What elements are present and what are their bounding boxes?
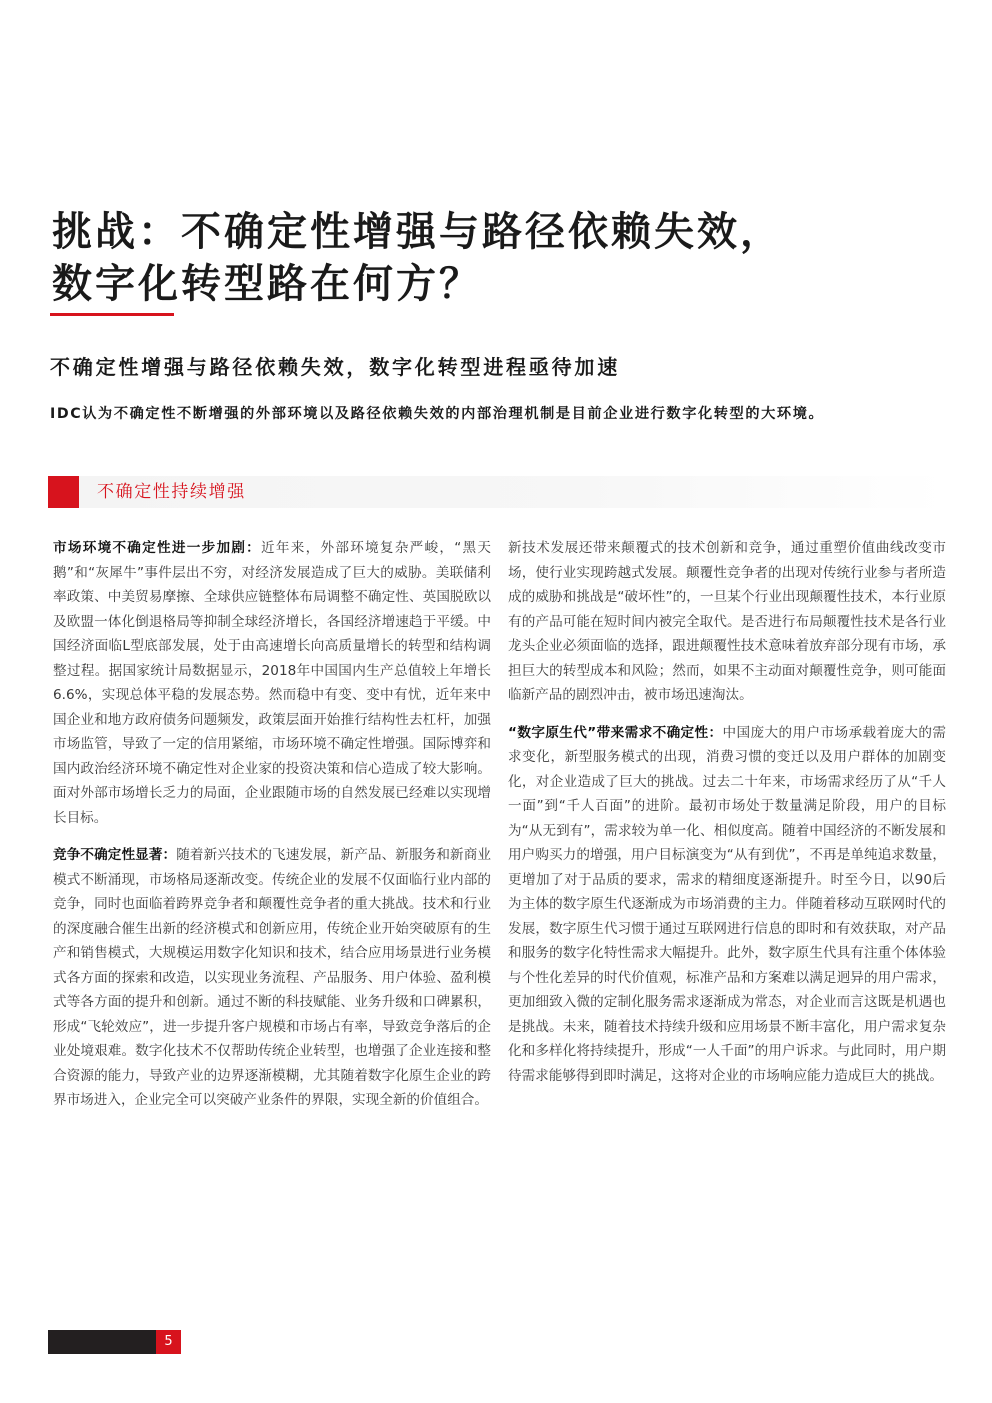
paragraph-competition-uncertainty [53,843,491,1113]
paragraph-body: 新技术发展还带来颠覆式的技术创新和竞争，通过重塑价值曲线改变市场，使行业实现跨越式发展。颠覆性竞争者的出现对传统行业参与者所造成的威胁和挑战是“破坏性”的，一旦某个行业出现颠覆性技术，本行业原有的产品可能在短时间内被完全取代。是否进行布局颠覆性技术是各行业龙头企业必须面临的选择，跟进颠覆性技术意味着放弃部分现有市场，承担巨大的转型成本和风险；然而，如果不主动面对颠覆性竞争，则可能面临新产品的剧烈冲击，被市场迅速淘汰。 [508,540,946,703]
page-number: 5 [156,1330,181,1354]
paragraph-disruptive-tech [508,536,946,708]
footer-bar [48,1330,156,1354]
paragraph-lead: 市场环境不确定性进一步加剧： [53,540,262,556]
intro-statement: IDC认为不确定性不断增强的外部环境以及路径依赖失效的内部治理机制是目前企业进行数字化转型的大环境。 [50,406,825,422]
paragraph-lead: 竞争不确定性显著： [53,847,177,863]
paragraph-body: 近年来，外部环境复杂严峻，“黑天鹅”和“灰犀牛”事件层出不穷，对经济发展造成了巨大的威胁。美联储利率政策、中美贸易摩擦、全球供应链整体布局调整不确定性、英国脱欧以及欧盟一体化倒退格局等抑制全球经济增长，各国经济增速趋于平缓。中国经济面临L型底部发展，处于由高速增长向高质量增长的转型和结构调整过程。据国家统计局数据显示，2018年中国国内生产总值较上年增长6.6%，实现总体平稳的发展态势。然而稳中有变、变中有忧，近年来中国企业和地方政府债务问题频发，政策层面开始推行结构性去杠杆，加强市场监管，导致了一定的信用紧缩，市场环境不确定性增强。国际博弈和国内政治经济环境不确定性对企业家的投资决策和信心造成了较大影响。面对外部市场增长乏力的局面，企业跟随市场的自然发展已经难以实现增长目标。 [53,540,491,826]
page-title-line-2: 数字化转型路在何方？ [52,261,482,307]
title-underline [50,313,174,316]
section-marker-square [48,476,79,508]
paragraph-lead: “数字原生代”带来需求不确定性： [508,724,723,741]
section-heading: 不确定性持续增强 [97,482,246,502]
left-column [53,536,491,1126]
paragraph-body: 中国庞大的用户市场承载着庞大的需求变化，新型服务模式的出现，消费习惯的变迁以及用户群体的加剧变化，对企业造成了巨大的挑战。过去二十年来，市场需求经历了从“千人一面”到“千人百面”的进阶。最初市场处于数量满足阶段，用户的目标为“从无到有”，需求较为单一化、相似度高。随着中国经济的不断发展和用户购买力的增强，用户目标演变为“从有到优”，不再是单纯追求数量，更增加了对于品质的要求，需求的精细度逐渐提升。时至今日，以90后为主体的数字原生代逐渐成为市场消费的主力。伴随着移动互联网时代的发展，数字原生代习惯于通过互联网进行信息的即时和有效获取，对产品和服务的数字化特性需求大幅提升。此外，数字原生代具有注重个体体验与个性化差异的时代价值观，标准产品和方案难以满足迥异的用户需求，更加细致入微的定制化服务需求逐渐成为常态，对企业而言这既是机遇也是挑战。未来，随着技术持续升级和应用场景不断丰富化，用户需求复杂化和多样化将持续提升，形成“一人千面”的用户诉求。与此同时，用户期待需求能够得到即时满足，这将对企业的市场响应能力造成巨大的挑战。 [508,724,947,1084]
right-column [508,536,946,1101]
page-title-line-1: 挑战：不确定性增强与路径依赖失效， [52,209,783,255]
paragraph-digital-native [508,721,946,1089]
paragraph-market-uncertainty [53,536,491,830]
paragraph-body: 随着新兴技术的飞速发展，新产品、新服务和新商业模式不断涌现，市场格局逐渐改变。传统企业的发展不仅面临行业内部的竞争，同时也面临着跨界竞争者和颠覆性竞争者的重大挑战。技术和行业的深度融合催生出新的经济模式和创新应用，传统企业开始突破原有的生产和销售模式，大规模运用数字化知识和技术，结合应用场景进行业务模式各方面的探索和改造，以实现业务流程、产品服务、用户体验、盈利模式等各方面的提升和创新。通过不断的科技赋能、业务升级和口碑累积，形成“飞轮效应”，进一步提升客户规模和市场占有率，导致竞争落后的企业处境艰难。数字化技术不仅帮助传统企业转型，也增强了企业连接和整合资源的能力，导致产业的边界逐渐模糊，尤其随着数字化原生企业的跨界市场进入，企业完全可以突破产业条件的界限，实现全新的价值组合。 [53,847,492,1108]
page-title [52,206,952,310]
section-subtitle: 不确定性增强与路径依赖失效，数字化转型进程亟待加速 [50,355,620,379]
